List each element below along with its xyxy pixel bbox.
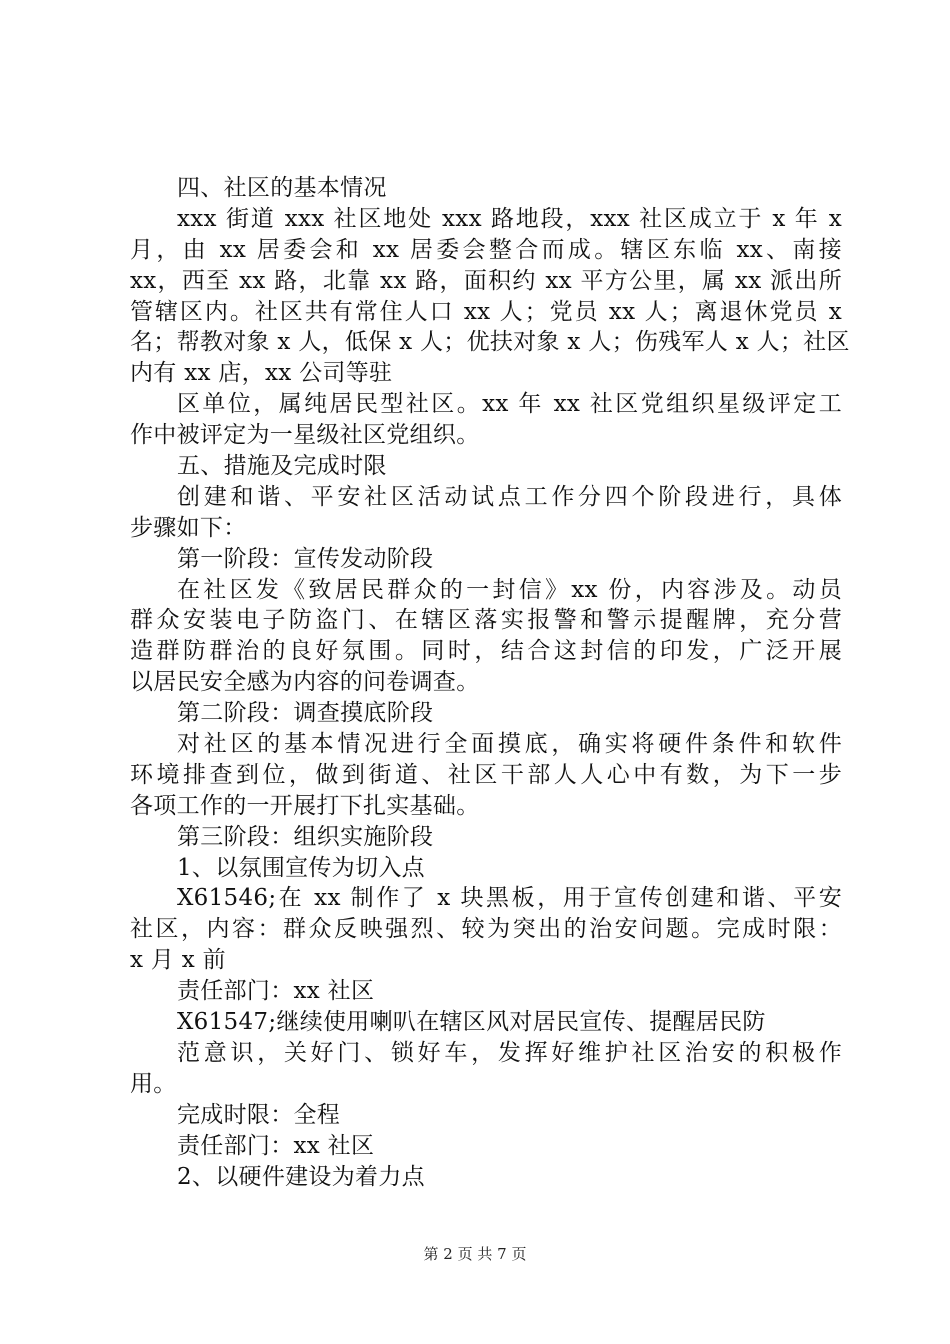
- text-line: x 月 x 前: [130, 947, 226, 974]
- text-line: 环境排查到位，做到街道、社区干部人人心中有数，为下一步: [130, 761, 842, 788]
- document-body: [130, 173, 850, 1192]
- text-line: 各项工作的一开展打下扎实基础。: [130, 792, 480, 819]
- text-line: 四、社区的基本情况: [177, 175, 387, 201]
- text-line: 名；帮教对象 x 人，低保 x 人；优扶对象 x 人；伤残军人 x 人；社区: [130, 329, 850, 356]
- text-line: 造群防群治的良好氛围。同时，结合这封信的印发，广泛开展: [130, 638, 842, 665]
- text-line: 月，由 xx 居委会和 xx 居委会整合而成。辖区东临 xx、南接: [130, 236, 842, 263]
- text-line: 在社区发《致居民群众的一封信》xx 份，内容涉及。动员: [177, 576, 842, 603]
- text-line: 以居民安全感为内容的问卷调查。: [130, 669, 480, 696]
- text-line: 责任部门：xx 社区: [177, 1132, 375, 1159]
- text-line: 完成时限：全程: [177, 1101, 341, 1128]
- text-line: 范意识，关好门、锁好车，发挥好维护社区治安的积极作: [177, 1039, 842, 1066]
- text-line: xxx 街道 xxx 社区地处 xxx 路地段，xxx 社区成立于 x 年 x: [177, 205, 842, 232]
- page-footer: [0, 1244, 950, 1264]
- text-line: 内有 xx 店，xx 公司等驻: [130, 360, 393, 387]
- text-line: 步骤如下：: [130, 514, 247, 541]
- text-line: xx，西至 xx 路，北靠 xx 路，面积约 xx 平方公里，属 xx 派出所: [130, 267, 842, 294]
- text-line: 社区，内容：群众反映强烈、较为突出的治安问题。完成时限：: [130, 916, 842, 943]
- text-line: 区单位，属纯居民型社区。xx 年 xx 社区党组织星级评定工: [177, 391, 842, 418]
- text-line: 作中被评定为一星级社区党组织。: [130, 422, 480, 449]
- text-line: 1、以氛围宣传为切入点: [177, 854, 425, 881]
- text-line: 2、以硬件建设为着力点: [177, 1163, 425, 1190]
- text-line: 第一阶段：宣传发动阶段: [177, 545, 434, 572]
- text-line: X61547;继续使用喇叭在辖区风对居民宣传、提醒居民防: [177, 1009, 766, 1036]
- text-line: 对社区的基本情况进行全面摸底，确实将硬件条件和软件: [177, 731, 842, 758]
- text-line: X61546;在 xx 制作了 x 块黑板，用于宣传创建和谐、平安: [177, 885, 842, 912]
- text-line: 五、措施及完成时限: [177, 453, 387, 480]
- text-line: 群众安装电子防盗门、在辖区落实报警和警示提醒牌，充分营: [130, 607, 842, 634]
- text-line: 创建和谐、平安社区活动试点工作分四个阶段进行，具体: [177, 483, 842, 510]
- text-line: 责任部门：xx 社区: [177, 978, 375, 1005]
- text-line: 管辖区内。社区共有常住人口 xx 人；党员 xx 人；离退休党员 x: [130, 298, 842, 325]
- text-line: 第三阶段：组织实施阶段: [177, 823, 434, 850]
- text-line: 第二阶段：调查摸底阶段: [177, 700, 434, 727]
- page-number: 第 2 页 共 7 页: [423, 1245, 527, 1263]
- text-line: 用。: [130, 1070, 177, 1097]
